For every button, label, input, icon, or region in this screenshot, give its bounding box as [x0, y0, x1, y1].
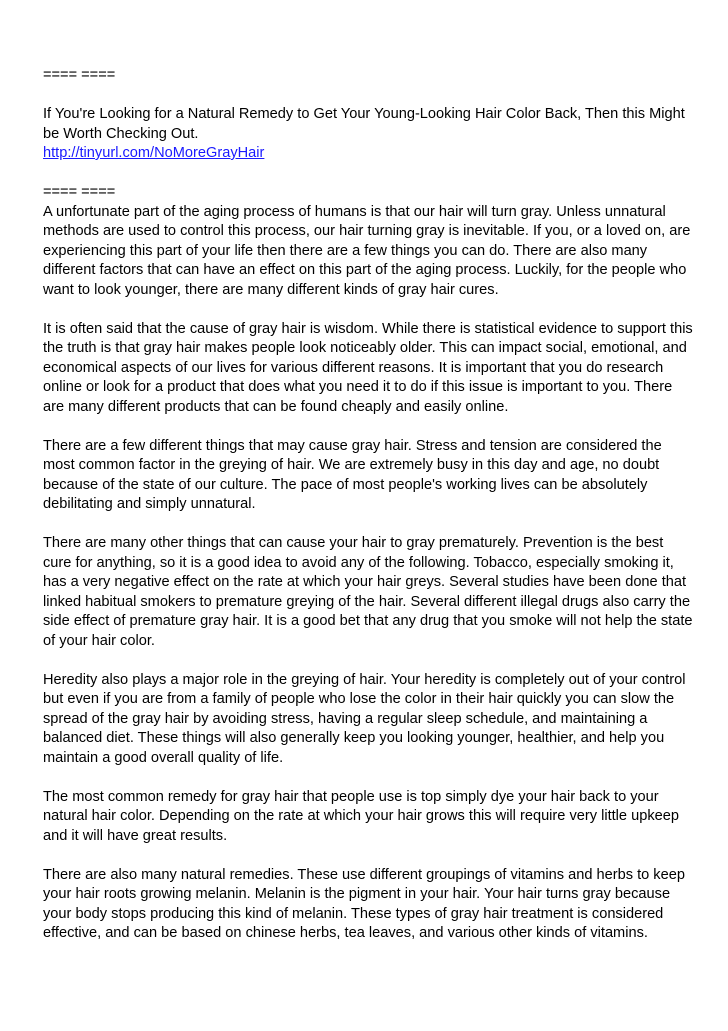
paragraph-3: There are a few different things that may cause gray hair. Stress and tension are considered the most common factor in the greying of hair. We are extremely busy in this day and age, no doubt because of the state of our culture. The pace of most people's working lives can be absolutely debilitating and simply unnatural. — [43, 437, 662, 512]
intro-text: If You're Looking for a Natural Remedy to Get Your Young-Looking Hair Color Back, Then this Might be Worth Checking Out. — [43, 106, 685, 142]
separator-bottom: ==== ==== — [43, 184, 116, 200]
separator-top: ==== ==== — [43, 67, 116, 83]
promo-link[interactable]: http://tinyurl.com/NoMoreGrayHair — [43, 145, 265, 161]
paragraph-2: It is often said that the cause of gray hair is wisdom. While there is statistical evidence to support this the truth is that gray hair makes people look noticeably older. This can impact social, emotional, and economical aspects of our lives for various different reasons. It is important that you do research online or look for a product that does what you need it to do if this issue is important to you. There are many different products that can be found cheaply and easily online. — [43, 320, 693, 415]
paragraph-7: There are also many natural remedies. These use different groupings of vitamins and herbs to keep your hair roots growing melanin. Melanin is the pigment in your hair. Your hair turns gray because your body stops producing this kind of melanin. These types of gray hair treatment is considered effective, and can be based on chinese herbs, tea leaves, and various other kinds of vitamins. — [43, 866, 685, 941]
spacer — [43, 86, 693, 106]
paragraph-6: The most common remedy for gray hair that people use is top simply dye your hair back to your natural hair color. Depending on the rate at which your hair grows this will require very little upkeep and it will have great results. — [43, 788, 679, 844]
link-line — [43, 144, 693, 164]
paragraph-4: There are many other things that can cause your hair to gray prematurely. Prevention is the best cure for anything, so it is a good idea to avoid any of the following. Tobacco, especially smoking it, has a very negative effect on the rate at which your hair greys. Several studies have been done that linked habitual smokers to premature greying of the hair. Several different illegal drugs also carry the side effect of premature gray hair. It is a good bet that any drug that you smoke will not help the state of your hair color. — [43, 535, 693, 649]
paragraph-1: A unfortunate part of the aging process of humans is that our hair will turn gray. Unless unnatural methods are used to control this process, our hair turning gray is inevitable. If you, or a loved on, are experiencing this part of your life then there are a few things you can do. There are also many different factors that can have an effect on this part of the aging process. Luckily, for the people who want to look younger, there are many different kinds of gray hair cures. — [43, 203, 691, 298]
document-page — [43, 66, 693, 963]
spacer — [43, 164, 693, 184]
paragraph-5: Heredity also plays a major role in the greying of hair. Your heredity is completely out of your control but even if you are from a family of people who lose the color in their hair quickly you can slow the spread of the gray hair by avoiding stress, having a regular sleep schedule, and maintaining a balanced diet. These things will also generally keep you looking younger, healthier, and help you maintain a good overall quality of life. — [43, 671, 686, 766]
